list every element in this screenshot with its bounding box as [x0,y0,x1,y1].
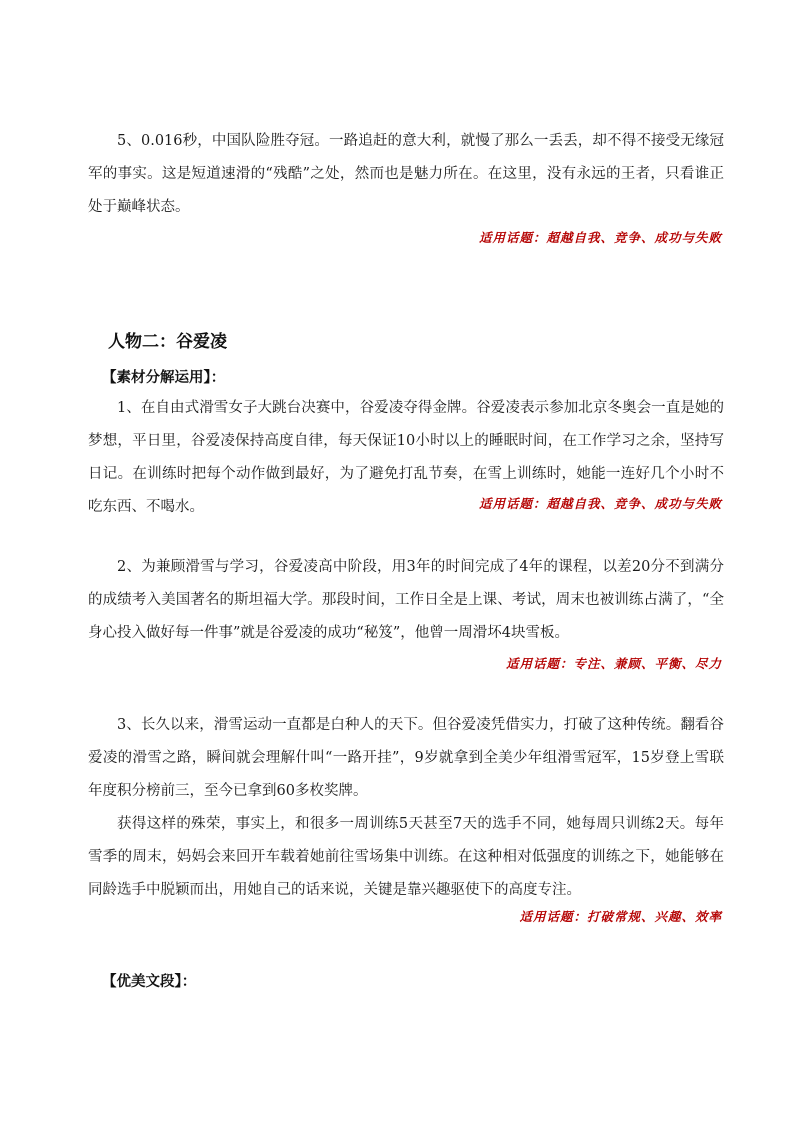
section-subtitle: 【优美文段】： [102,974,197,990]
topic-tag: 适用话题：超越自我、竞争、成功与失败 [478,496,722,511]
topic-tag: 适用话题：打破常规、兴趣、效率 [519,909,722,924]
paragraph-item-2: 2、为兼顾滑雪与学习，谷爱凌高中阶段，用3年的时间完成了4年的课程，以差20分不到满分的成绩考入美国著名的斯坦福大学。那段时间，工作日全是上课、考试，周末也被训练占满了，“全身心投入做好每一件事”就是谷爱凌的成功“秘笈”，他曾一周滑坏4块雪板。 [88,559,724,641]
paragraph-item-1: 1、在自由式滑雪女子大跳台决赛中，谷爱凌夺得金牌。谷爱凌表示参加北京冬奥会一直是她的梦想，平日里，谷爱凌保持高度自律，每天保证10小时以上的睡眠时间，在工作学习之余，坚持写日记。在训练时把每个动作做到最好，为了避免打乱节奏，在雪上训练时，她能一连好几个小时不吃东西、不喝水。 [88,400,724,515]
section-subtitle: 【素材分解运用】： [102,370,226,386]
section-title: 人物二：谷爱凌 [108,332,227,352]
topic-tag: 适用话题：专注、兼顾、平衡、尽力 [505,656,722,671]
paragraph-item-5: 5、0.016秒，中国队险胜夺冠。一路追赶的意大利，就慢了那么一丢丢，却不得不接受无缘冠军的事实。这是短道速滑的“残酷”之处，然而也是魅力所在。在这里，没有永远的王者，只看谁正处于巅峰状态。 [88,133,724,215]
paragraph-item-3-continued: 获得这样的殊荣，事实上，和很多一周训练5天甚至7天的选手不同，她每周只训练2天。每年雪季的周末，妈妈会来回开车载着她前往雪场集中训练。在这种相对低强度的训练之下，她能够在同龄选手中脱颖而出，用她自己的话来说，关键是靠兴趣驱使下的高度专注。 [88,816,724,898]
topic-tag: 适用话题：超越自我、竞争、成功与失败 [478,230,722,245]
paragraph-item-3: 3、长久以来，滑雪运动一直都是白种人的天下。但谷爱凌凭借实力，打破了这种传统。翻看谷爱凌的滑雪之路，瞬间就会理解什叫“一路开挂”，9岁就拿到全美少年组滑雪冠军，15岁登上雪联年度积分榜前三，至今已拿到60多枚奖牌。 [88,717,724,799]
